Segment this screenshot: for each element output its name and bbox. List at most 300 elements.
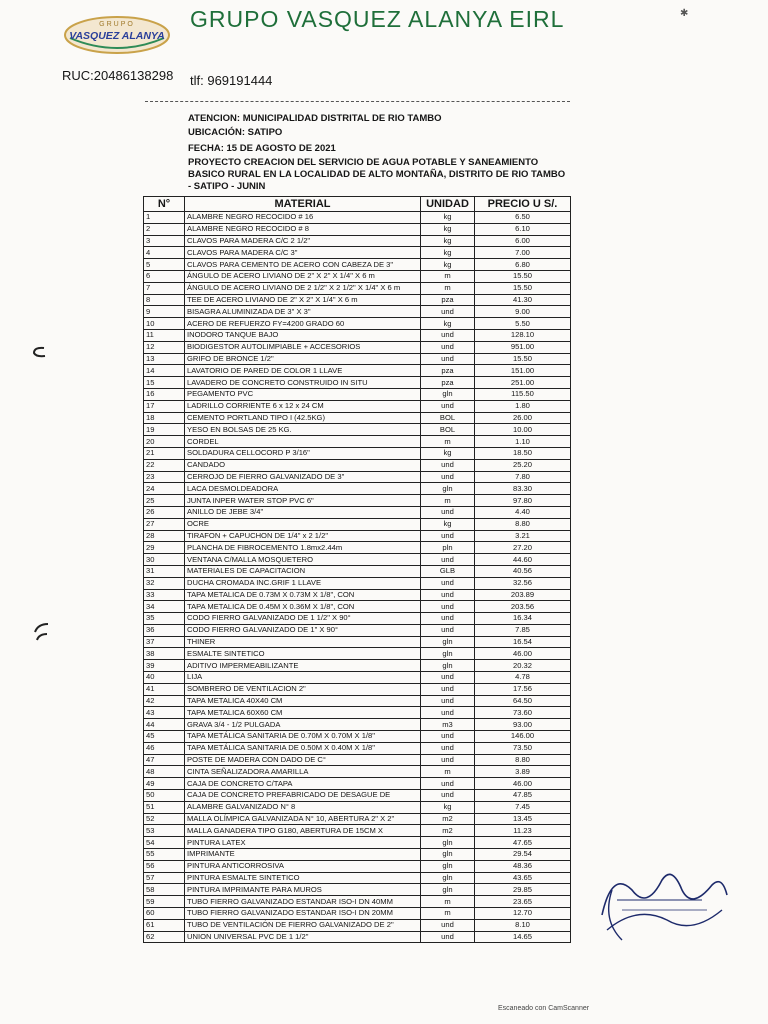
pen-mark <box>30 345 48 359</box>
row-material: CAJA DE CONCRETO C/TAPA <box>185 778 421 790</box>
row-material: ESMALTE SINTETICO <box>185 648 421 660</box>
row-number: 19 <box>144 424 185 436</box>
table-row <box>144 766 571 778</box>
table-row <box>144 683 571 695</box>
row-unit: GLB <box>421 565 475 577</box>
table-row <box>144 506 571 518</box>
table-row <box>144 672 571 684</box>
row-number: 49 <box>144 778 185 790</box>
row-price: 46.00 <box>475 778 571 790</box>
row-material: THINER <box>185 636 421 648</box>
row-material: YESO EN BOLSAS DE 25 KG. <box>185 424 421 436</box>
row-material: CERROJO DE FIERRO GALVANIZADO DE 3" <box>185 471 421 483</box>
row-material: TIRAFON + CAPUCHON DE 1/4" x 2 1/2" <box>185 530 421 542</box>
table-row <box>144 648 571 660</box>
row-material: VENTANA C/MALLA MOSQUETERO <box>185 554 421 566</box>
row-number: 38 <box>144 648 185 660</box>
row-price: 15.50 <box>475 353 571 365</box>
table-row <box>144 565 571 577</box>
table-row <box>144 400 571 412</box>
row-unit: und <box>421 613 475 625</box>
row-price: 47.65 <box>475 837 571 849</box>
row-material: PINTURA LATEX <box>185 837 421 849</box>
table-row <box>144 530 571 542</box>
row-unit: gln <box>421 660 475 672</box>
row-material: TAPA METALICA 60X60 CM <box>185 707 421 719</box>
row-material: TAPA METALICA 40X40 CM <box>185 695 421 707</box>
row-unit: m2 <box>421 825 475 837</box>
row-number: 2 <box>144 223 185 235</box>
row-material: LADRILLO CORRIENTE 6 x 12 x 24 CM <box>185 400 421 412</box>
row-number: 39 <box>144 660 185 672</box>
row-price: 17.56 <box>475 683 571 695</box>
row-number: 36 <box>144 624 185 636</box>
row-material: TAPA METALICA DE 0.73M X 0.73M X 1/8", CON <box>185 589 421 601</box>
row-material: PINTURA ESMALTE SINTETICO <box>185 872 421 884</box>
row-material: CAJA DE CONCRETO PREFABRICADO DE DESAGUE DE <box>185 790 421 802</box>
row-price: 32.56 <box>475 577 571 589</box>
row-price: 26.00 <box>475 412 571 424</box>
row-number: 44 <box>144 719 185 731</box>
row-material: MATERIALES DE CAPACITACION <box>185 565 421 577</box>
row-unit: und <box>421 731 475 743</box>
row-material: IMPRIMANTE <box>185 849 421 861</box>
table-row <box>144 212 571 224</box>
table-row <box>144 801 571 813</box>
row-number: 54 <box>144 837 185 849</box>
row-number: 58 <box>144 884 185 896</box>
row-material: ANILLO DE JEBE 3/4" <box>185 506 421 518</box>
row-material: PINTURA ANTICORROSIVA <box>185 860 421 872</box>
row-unit: und <box>421 341 475 353</box>
row-number: 10 <box>144 318 185 330</box>
row-price: 18.50 <box>475 447 571 459</box>
row-price: 23.65 <box>475 896 571 908</box>
row-unit: und <box>421 577 475 589</box>
row-price: 7.80 <box>475 471 571 483</box>
table-row <box>144 542 571 554</box>
row-material: MALLA OLÍMPICA GALVANIZADA N° 10, ABERTURA 2" X 2" <box>185 813 421 825</box>
row-unit: und <box>421 459 475 471</box>
table-row <box>144 471 571 483</box>
row-price: 8.80 <box>475 754 571 766</box>
row-number: 26 <box>144 506 185 518</box>
row-price: 5.50 <box>475 318 571 330</box>
row-price: 13.45 <box>475 813 571 825</box>
pen-mark <box>32 620 52 642</box>
row-unit: m <box>421 282 475 294</box>
row-unit: und <box>421 754 475 766</box>
row-number: 16 <box>144 388 185 400</box>
row-price: 16.54 <box>475 636 571 648</box>
row-unit: BOL <box>421 412 475 424</box>
table-row <box>144 424 571 436</box>
table-row <box>144 318 571 330</box>
table-row <box>144 341 571 353</box>
logo-main-text: VASQUEZ ALANYA <box>69 30 165 42</box>
row-unit: und <box>421 589 475 601</box>
row-unit: und <box>421 778 475 790</box>
table-row <box>144 388 571 400</box>
ubicacion-line: UBICACIÓN: SATIPO <box>188 127 283 138</box>
table-row <box>144 459 571 471</box>
table-row <box>144 601 571 613</box>
row-material: GRIFO DE BRONCE 1/2" <box>185 353 421 365</box>
row-number: 17 <box>144 400 185 412</box>
row-price: 29.85 <box>475 884 571 896</box>
scanner-watermark: Escaneado con CamScanner <box>498 1005 590 1012</box>
signature-stamp <box>592 860 732 950</box>
table-row <box>144 742 571 754</box>
row-price: 27.20 <box>475 542 571 554</box>
table-row <box>144 377 571 389</box>
row-number: 25 <box>144 495 185 507</box>
row-unit: kg <box>421 235 475 247</box>
table-row <box>144 306 571 318</box>
row-unit: kg <box>421 518 475 530</box>
row-number: 14 <box>144 365 185 377</box>
table-row <box>144 282 571 294</box>
table-row <box>144 860 571 872</box>
row-number: 59 <box>144 896 185 908</box>
row-number: 37 <box>144 636 185 648</box>
row-material: BIODIGESTOR AUTOLIMPIABLE + ACCESORIOS <box>185 341 421 353</box>
row-unit: pln <box>421 542 475 554</box>
row-unit: m <box>421 896 475 908</box>
row-material: CLAVOS PARA MADERA C/C 3" <box>185 247 421 259</box>
ruc-number: RUC:20486138298 <box>62 68 174 83</box>
row-material: CLAVOS PARA CEMENTO DE ACERO CON CABEZA DE 3" <box>185 259 421 271</box>
row-material: OCRE <box>185 518 421 530</box>
row-material: INODORO TANQUE BAJO <box>185 329 421 341</box>
row-unit: kg <box>421 223 475 235</box>
row-price: 12.70 <box>475 908 571 920</box>
proyecto-text: PROYECTO CREACION DEL SERVICIO DE AGUA POTABLE Y SANEAMIENTO BASICO RURAL EN LA LOCALIDAD DE ALTO MONTAÑA, DISTRITO DE RIO TAMBO - SATIPO - JUNIN <box>188 157 566 192</box>
row-material: ALAMBRE NEGRO RECOCIDO # 16 <box>185 212 421 224</box>
table-row <box>144 931 571 943</box>
row-unit: und <box>421 790 475 802</box>
row-number: 61 <box>144 919 185 931</box>
header-material: MATERIAL <box>185 197 421 212</box>
row-material: ALAMBRE GALVANIZADO N° 8 <box>185 801 421 813</box>
table-row <box>144 483 571 495</box>
row-number: 20 <box>144 436 185 448</box>
row-price: 1.80 <box>475 400 571 412</box>
row-price: 6.10 <box>475 223 571 235</box>
row-material: TUBO FIERRO GALVANIZADO ESTANDAR ISO-I DN 40MM <box>185 896 421 908</box>
row-price: 11.23 <box>475 825 571 837</box>
row-price: 3.21 <box>475 530 571 542</box>
row-unit: pza <box>421 365 475 377</box>
table-row <box>144 636 571 648</box>
table-row <box>144 837 571 849</box>
table-row <box>144 719 571 731</box>
header-price: PRECIO U S/. <box>475 197 571 212</box>
row-material: GRAVA 3/4 - 1/2 PULGADA <box>185 719 421 731</box>
row-price: 8.80 <box>475 518 571 530</box>
row-price: 4.78 <box>475 672 571 684</box>
row-number: 52 <box>144 813 185 825</box>
row-price: 203.56 <box>475 601 571 613</box>
table-row <box>144 294 571 306</box>
row-price: 3.89 <box>475 766 571 778</box>
row-number: 21 <box>144 447 185 459</box>
row-unit: gln <box>421 872 475 884</box>
row-price: 4.40 <box>475 506 571 518</box>
table-row <box>144 365 571 377</box>
row-material: JUNTA INPER WATER STOP PVC 6" <box>185 495 421 507</box>
table-row <box>144 329 571 341</box>
header-unit: UNIDAD <box>421 197 475 212</box>
row-material: ADITIVO IMPERMEABILIZANTE <box>185 660 421 672</box>
row-price: 44.60 <box>475 554 571 566</box>
table-row <box>144 908 571 920</box>
row-number: 9 <box>144 306 185 318</box>
row-number: 31 <box>144 565 185 577</box>
row-unit: und <box>421 707 475 719</box>
table-row <box>144 919 571 931</box>
row-number: 43 <box>144 707 185 719</box>
row-number: 27 <box>144 518 185 530</box>
row-unit: und <box>421 742 475 754</box>
row-price: 29.54 <box>475 849 571 861</box>
table-row <box>144 577 571 589</box>
row-unit: und <box>421 530 475 542</box>
row-price: 1.10 <box>475 436 571 448</box>
row-material: CORDEL <box>185 436 421 448</box>
row-material: PEGAMENTO PVC <box>185 388 421 400</box>
row-number: 62 <box>144 931 185 943</box>
table-header-row <box>144 197 571 212</box>
row-unit: gln <box>421 837 475 849</box>
row-price: 9.00 <box>475 306 571 318</box>
table-row <box>144 412 571 424</box>
row-unit: gln <box>421 860 475 872</box>
row-number: 30 <box>144 554 185 566</box>
row-price: 7.00 <box>475 247 571 259</box>
row-price: 7.45 <box>475 801 571 813</box>
row-price: 20.32 <box>475 660 571 672</box>
table-row <box>144 589 571 601</box>
row-material: ÁNGULO DE ACERO LIVIANO DE 2 1/2" X 2 1/2" X 1/4" X 6 m <box>185 282 421 294</box>
table-row <box>144 624 571 636</box>
corner-mark: ✱ <box>680 8 689 19</box>
row-unit: gln <box>421 884 475 896</box>
row-number: 28 <box>144 530 185 542</box>
row-unit: kg <box>421 318 475 330</box>
row-material: CODO FIERRO GALVANIZADO DE 1 1/2" X 90° <box>185 613 421 625</box>
row-number: 15 <box>144 377 185 389</box>
row-material: CLAVOS PARA MADERA C/C 2 1/2" <box>185 235 421 247</box>
row-unit: und <box>421 695 475 707</box>
row-number: 3 <box>144 235 185 247</box>
row-price: 6.80 <box>475 259 571 271</box>
row-price: 47.85 <box>475 790 571 802</box>
row-unit: m <box>421 908 475 920</box>
row-material: BISAGRA ALUMINIZADA DE 3" X 3" <box>185 306 421 318</box>
table-row <box>144 790 571 802</box>
row-number: 6 <box>144 270 185 282</box>
row-number: 50 <box>144 790 185 802</box>
table-row <box>144 872 571 884</box>
row-material: TAPA METÁLICA SANITARIA DE 0.70M X 0.70M X 1/8" <box>185 731 421 743</box>
table-row <box>144 518 571 530</box>
row-number: 47 <box>144 754 185 766</box>
row-unit: BOL <box>421 424 475 436</box>
row-price: 6.00 <box>475 235 571 247</box>
row-unit: und <box>421 329 475 341</box>
header-divider <box>145 101 570 102</box>
row-number: 11 <box>144 329 185 341</box>
row-price: 16.34 <box>475 613 571 625</box>
table-row <box>144 436 571 448</box>
row-number: 4 <box>144 247 185 259</box>
table-row <box>144 613 571 625</box>
table-row <box>144 695 571 707</box>
table-row <box>144 447 571 459</box>
row-unit: m2 <box>421 813 475 825</box>
row-price: 41.30 <box>475 294 571 306</box>
table-row <box>144 849 571 861</box>
row-material: ALAMBRE NEGRO RECOCIDO # 8 <box>185 223 421 235</box>
table-row <box>144 223 571 235</box>
row-unit: pza <box>421 294 475 306</box>
row-number: 51 <box>144 801 185 813</box>
row-number: 55 <box>144 849 185 861</box>
row-unit: gln <box>421 648 475 660</box>
row-material: POSTE DE MADERA CON DADO DE C° <box>185 754 421 766</box>
row-price: 43.65 <box>475 872 571 884</box>
row-price: 146.00 <box>475 731 571 743</box>
row-number: 41 <box>144 683 185 695</box>
row-number: 53 <box>144 825 185 837</box>
row-material: CINTA SEÑALIZADORA AMARILLA <box>185 766 421 778</box>
row-number: 56 <box>144 860 185 872</box>
row-number: 7 <box>144 282 185 294</box>
row-unit: gln <box>421 849 475 861</box>
row-unit: und <box>421 554 475 566</box>
row-unit: und <box>421 919 475 931</box>
row-material: TUBO FIERRO GALVANIZADO ESTANDAR ISO-I DN 20MM <box>185 908 421 920</box>
company-logo <box>62 12 172 56</box>
row-unit: m <box>421 436 475 448</box>
row-price: 83.30 <box>475 483 571 495</box>
materials-table <box>143 196 571 943</box>
row-unit: gln <box>421 388 475 400</box>
row-number: 48 <box>144 766 185 778</box>
row-price: 25.20 <box>475 459 571 471</box>
row-price: 64.50 <box>475 695 571 707</box>
row-unit: kg <box>421 212 475 224</box>
table-row <box>144 825 571 837</box>
company-name: GRUPO VASQUEZ ALANYA EIRL <box>190 6 565 32</box>
fecha-line: FECHA: 15 DE AGOSTO DE 2021 <box>188 143 336 154</box>
header-number: N° <box>144 197 185 212</box>
row-unit: und <box>421 400 475 412</box>
row-material: DUCHA CROMADA INC.GRIF 1 LLAVE <box>185 577 421 589</box>
row-price: 951.00 <box>475 341 571 353</box>
phone-number: tlf: 969191444 <box>190 73 273 88</box>
row-unit: pza <box>421 377 475 389</box>
row-unit: und <box>421 601 475 613</box>
row-number: 32 <box>144 577 185 589</box>
row-number: 24 <box>144 483 185 495</box>
row-unit: kg <box>421 801 475 813</box>
row-number: 13 <box>144 353 185 365</box>
row-price: 251.00 <box>475 377 571 389</box>
table-row <box>144 247 571 259</box>
table-row <box>144 259 571 271</box>
row-unit: m <box>421 270 475 282</box>
row-unit: gln <box>421 483 475 495</box>
row-number: 29 <box>144 542 185 554</box>
row-material: CODO FIERRO GALVANIZADO DE 1" X 90° <box>185 624 421 636</box>
table-body <box>144 212 571 943</box>
row-unit: und <box>421 683 475 695</box>
table-row <box>144 778 571 790</box>
row-price: 6.50 <box>475 212 571 224</box>
table-row <box>144 495 571 507</box>
row-unit: und <box>421 624 475 636</box>
row-number: 60 <box>144 908 185 920</box>
row-material: MALLA GANADERA TIPO G180, ABERTURA DE 15CM X <box>185 825 421 837</box>
table-row <box>144 353 571 365</box>
row-unit: und <box>421 471 475 483</box>
row-material: TAPA METALICA DE 0.45M X 0.36M X 1/8", CON <box>185 601 421 613</box>
table-row <box>144 896 571 908</box>
table-row <box>144 270 571 282</box>
table-row <box>144 754 571 766</box>
row-price: 115.50 <box>475 388 571 400</box>
row-price: 203.89 <box>475 589 571 601</box>
row-number: 34 <box>144 601 185 613</box>
row-number: 23 <box>144 471 185 483</box>
row-number: 33 <box>144 589 185 601</box>
row-unit: m3 <box>421 719 475 731</box>
row-price: 7.85 <box>475 624 571 636</box>
row-number: 35 <box>144 613 185 625</box>
row-number: 57 <box>144 872 185 884</box>
table-row <box>144 554 571 566</box>
row-material: ACERO DE REFUERZO FY=4200 GRADO 60 <box>185 318 421 330</box>
row-number: 1 <box>144 212 185 224</box>
row-unit: und <box>421 672 475 684</box>
row-material: PLANCHA DE FIBROCEMENTO 1.8mx2.44m <box>185 542 421 554</box>
row-price: 151.00 <box>475 365 571 377</box>
row-number: 8 <box>144 294 185 306</box>
row-price: 128.10 <box>475 329 571 341</box>
row-unit: m <box>421 495 475 507</box>
table-row <box>144 235 571 247</box>
atencion-line: ATENCION: MUNICIPALIDAD DISTRITAL DE RIO TAMBO <box>188 113 442 124</box>
row-material: TEE DE ACERO LIVIANO DE 2" X 2" X 1/4" X 6 m <box>185 294 421 306</box>
row-number: 40 <box>144 672 185 684</box>
row-price: 48.36 <box>475 860 571 872</box>
row-material: LAVATORIO DE PARED DE COLOR 1 LLAVE <box>185 365 421 377</box>
row-number: 22 <box>144 459 185 471</box>
table-row <box>144 707 571 719</box>
row-price: 73.50 <box>475 742 571 754</box>
row-number: 46 <box>144 742 185 754</box>
row-number: 42 <box>144 695 185 707</box>
row-price: 46.00 <box>475 648 571 660</box>
row-material: UNION UNIVERSAL PVC DE 1 1/2" <box>185 931 421 943</box>
row-unit: kg <box>421 447 475 459</box>
row-number: 18 <box>144 412 185 424</box>
row-number: 12 <box>144 341 185 353</box>
row-unit: m <box>421 766 475 778</box>
table-row <box>144 660 571 672</box>
